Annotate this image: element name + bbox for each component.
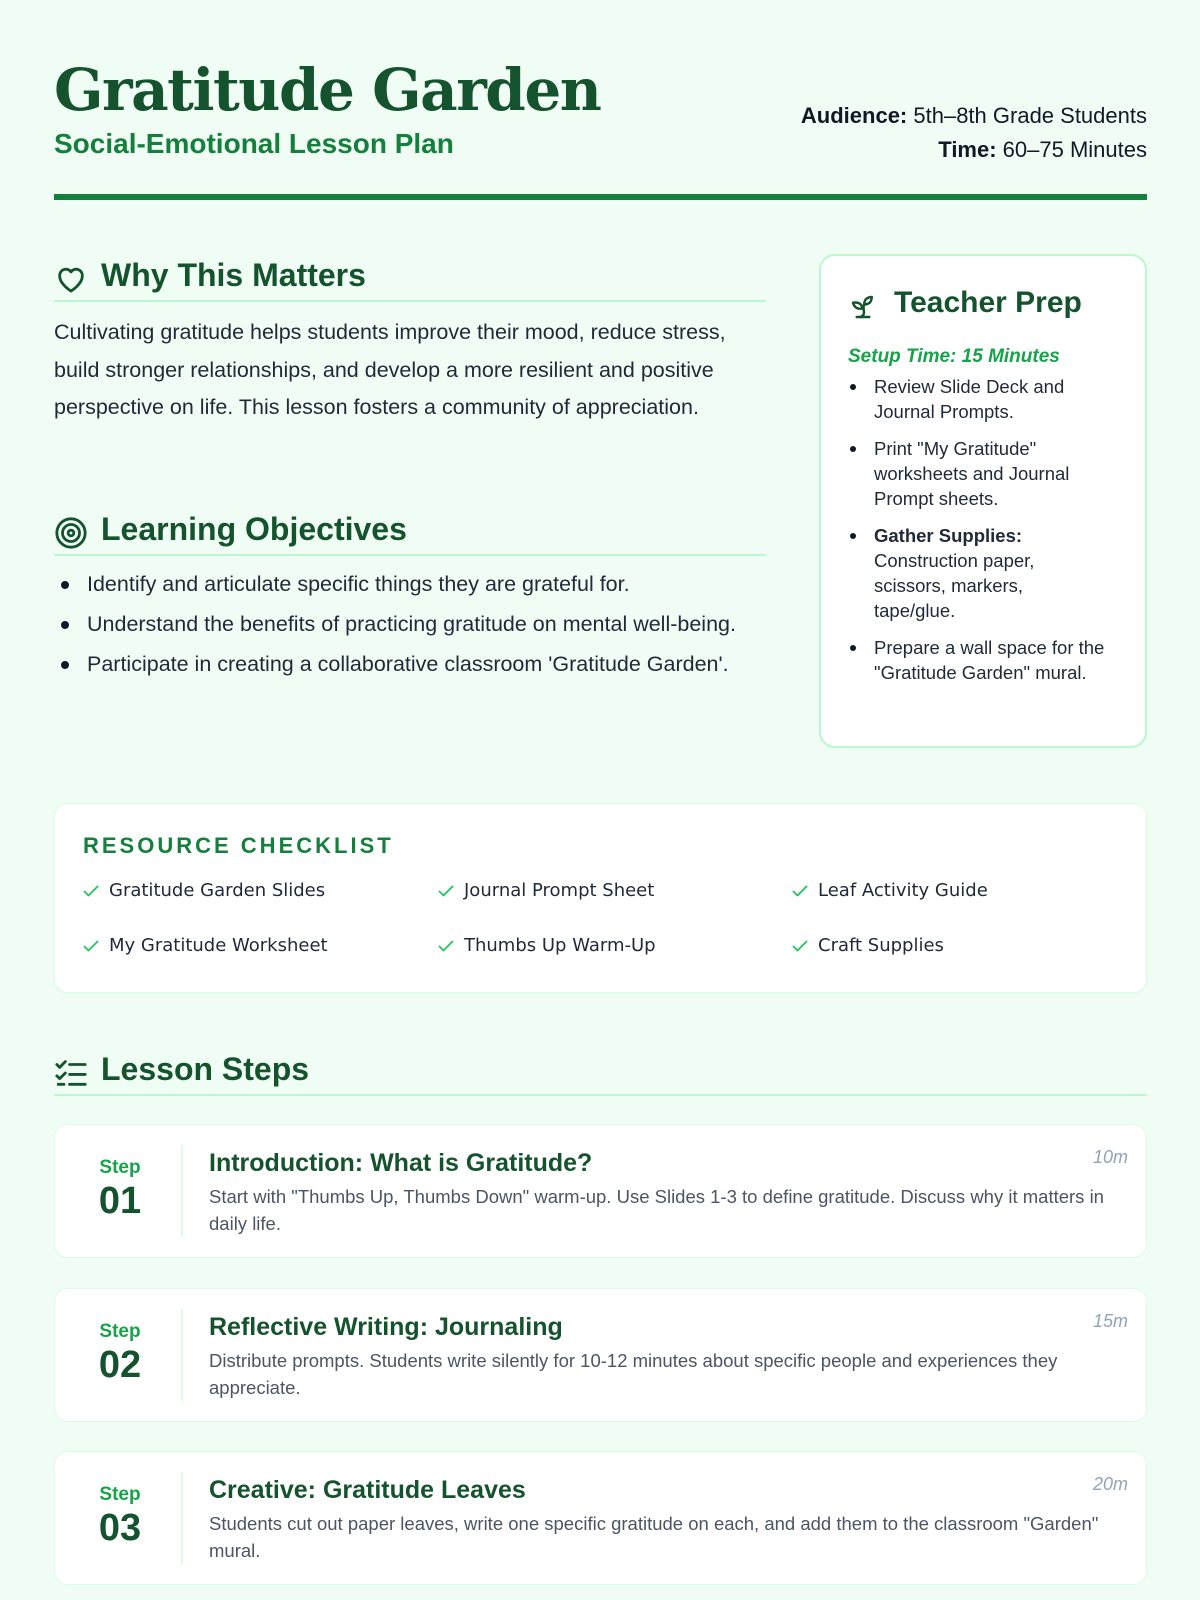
heart-icon [54,262,88,296]
checklist-icon [54,1056,88,1090]
why-section-header [54,254,766,302]
lesson-step-card [54,1288,1147,1422]
step-number: 01 [98,1180,142,1222]
check-icon [438,940,454,952]
page-subtitle: Social-Emotional Lesson Plan [54,128,454,159]
list-item: Identify and articulate specific things they are grateful for. [54,568,754,601]
check-icon [792,885,808,897]
list-item: Participate in creating a collaborative classroom 'Gratitude Garden'. [54,648,754,681]
resource-label: My Gratitude Worksheet [109,935,328,956]
setup-time: Setup Time: 15 Minutes [848,346,1060,367]
time-value: 60–75 Minutes [996,137,1147,162]
step-duration: 15m [1092,1311,1128,1331]
list-item [848,523,1108,623]
list-item [848,374,1108,424]
prep-list [848,374,1108,697]
teacher-prep-card [819,254,1147,748]
step-duration: 20m [1092,1474,1128,1494]
resource-checklist-heading: RESOURCE CHECKLIST [83,833,394,858]
page-header [54,55,1147,200]
step-divider [181,1145,183,1237]
resource-label: Thumbs Up Warm-Up [464,935,656,956]
check-icon [83,940,99,952]
prep-item-bold: Gather Supplies: [874,525,1023,546]
step-label: Step [99,1484,141,1505]
step-label: Step [99,1157,141,1178]
list-item: Understand the benefits of practicing gratitude on mental well-being. [54,608,754,641]
resource-checklist [54,803,1147,993]
step-number: 03 [98,1507,142,1549]
step-title: Creative: Gratitude Leaves [209,1476,526,1504]
audience-line [801,99,1147,133]
resource-label: Leaf Activity Guide [818,880,988,901]
check-icon [83,885,99,897]
audience-value: 5th–8th Grade Students [907,103,1147,128]
teacher-prep-heading: Teacher Prep [894,286,1082,319]
step-divider [181,1309,183,1401]
lesson-step-card [54,1451,1147,1585]
step-description: Distribute prompts. Students write silently for 10-12 minutes about specific people and experiences they appreciate. [209,1350,1058,1398]
step-number: 02 [98,1344,142,1386]
lesson-step-card [54,1124,1147,1258]
steps-heading: Lesson Steps [101,1051,310,1087]
audience-label: Audience: [800,103,908,128]
step-title: Reflective Writing: Journaling [209,1313,563,1341]
time-label: Time: [938,137,997,162]
prep-item-text: Construction paper, scissors, markers, tape/glue. [874,550,1035,621]
resource-label: Gratitude Garden Slides [109,880,326,901]
why-heading: Why This Matters [101,257,366,293]
check-icon [438,885,454,897]
lesson-meta [801,99,1147,167]
step-label: Step [99,1321,141,1342]
objectives-section-header [54,508,766,556]
time-line [801,133,1147,167]
why-text: Cultivating gratitude helps students improve their mood, reduce stress, build stronger relationships, and develop a more resilient and positive perspective on life. This lesson fosters a community of appreciation. [54,320,726,419]
objectives-list [54,568,754,688]
step-title: Introduction: What is Gratitude? [209,1149,593,1177]
step-description: Students cut out paper leaves, write one specific gratitude on each, and add them to the classroom "Garden" mural. [209,1513,1099,1561]
step-description: Start with "Thumbs Up, Thumbs Down" warm-up. Use Slides 1-3 to define gratitude. Discuss why it matters in daily life. [209,1186,1104,1234]
list-item [848,635,1108,685]
resource-label: Craft Supplies [818,935,944,956]
resource-label: Journal Prompt Sheet [464,880,655,901]
sprout-icon [848,292,878,322]
target-icon [54,516,88,550]
check-icon [792,940,808,952]
page-title: Gratitude Garden [54,56,601,124]
prep-item-text: Prepare a wall space for the "Gratitude Garden" mural. [874,637,1105,683]
step-divider [181,1472,183,1564]
prep-item-text: Print "My Gratitude" worksheets and Journal Prompt sheets. [874,438,1070,509]
lesson-plan-page [54,0,1147,1600]
prep-item-text: Review Slide Deck and Journal Prompts. [874,376,1065,422]
list-item [848,436,1108,511]
objectives-heading: Learning Objectives [101,511,407,547]
steps-section-header [54,1048,1147,1096]
step-duration: 10m [1092,1147,1128,1167]
